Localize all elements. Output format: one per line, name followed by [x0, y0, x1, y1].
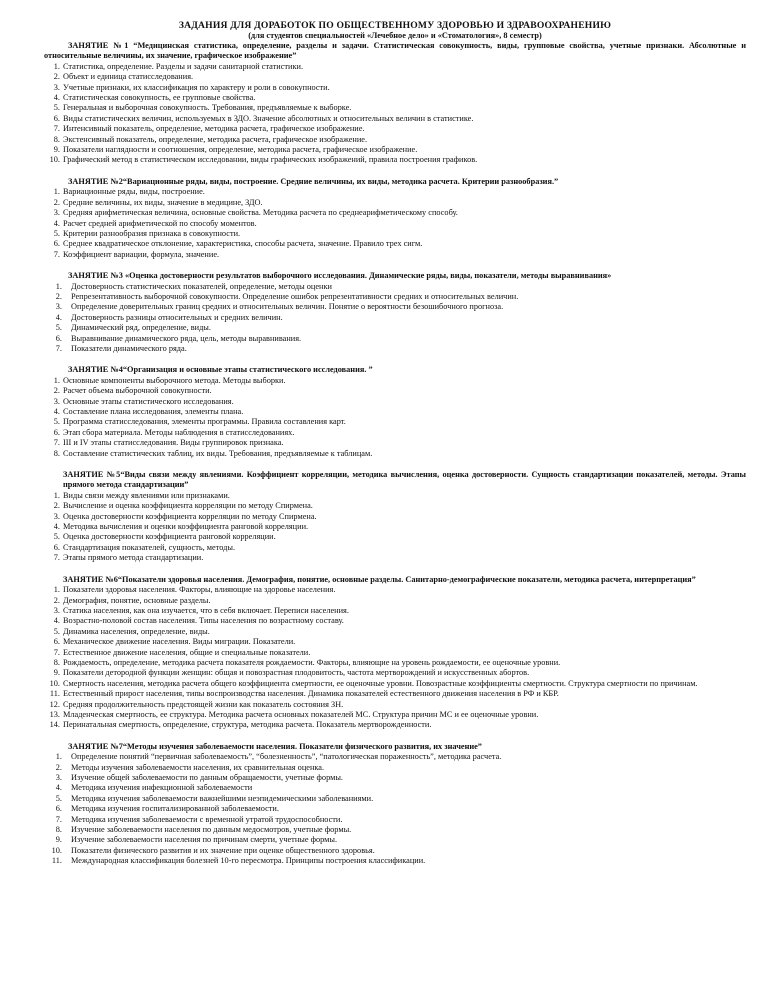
list-item [44, 606, 746, 616]
item-number: 4. [53, 93, 60, 103]
item-text: Средняя продолжительность предстоящей жизни как показатель состояния ЗН. [63, 699, 344, 709]
item-number: 4. [55, 312, 62, 322]
item-text: Вычисление и оценка коэффициента корреляции по методу Спирмена. [63, 501, 313, 511]
item-number: 3. [55, 773, 62, 782]
section-item-list [44, 187, 746, 260]
item-text: Смертность населения, методика расчета общего коэффициента смертности, ее оценочные уровни. Повозрастные коэффициенты смертности. Структура смертности по причинам. [63, 678, 698, 688]
list-item [44, 553, 746, 563]
item-text: Выравнивание динамического ряда, цель, методы выравнивания. [71, 333, 302, 343]
item-text: Механическое движение населения. Виды миграции. Показатели. [63, 637, 296, 647]
list-item [44, 155, 746, 165]
item-text: Методы изучения заболеваемости населения, их сравнительная оценка. [71, 762, 325, 772]
list-item [44, 344, 746, 354]
item-number: 7. [53, 553, 60, 563]
list-item [44, 846, 746, 856]
item-text: Методика вычисления и оценки коэффициента ранговой корреляции. [63, 522, 309, 532]
item-text: Естественный прирост населения, типы воспроизводства населения. Динамика показателей естественного движения населения в РФ и КБР. [63, 689, 559, 699]
item-number: 1. [53, 490, 60, 500]
list-item [44, 658, 746, 668]
item-number: 1. [53, 585, 60, 595]
list-item [44, 522, 746, 532]
item-number: 1. [55, 281, 62, 291]
item-number: 3. [55, 302, 62, 312]
list-item [44, 145, 746, 155]
list-item [44, 710, 746, 720]
item-number: 2. [55, 291, 62, 301]
item-number: 5. [53, 532, 60, 542]
list-item [44, 668, 746, 678]
list-item [44, 700, 746, 710]
item-text: Методика изучения заболеваемости с временной утратой трудоспособности. [71, 814, 343, 824]
list-item [44, 815, 746, 825]
list-item [44, 72, 746, 82]
item-text: Показатели детородной функции женщин: общая и повозрастная плодовитость, частота мертворождений и искусственных абортов. [63, 668, 530, 678]
section-2 [44, 177, 746, 260]
item-text: Возрастно-половой состав населения. Типы населения по возрастному составу. [63, 616, 344, 626]
item-number: 5. [55, 323, 62, 333]
list-item [44, 825, 746, 835]
item-text: Критерии разнообразия признака в совокупности. [63, 228, 241, 238]
item-text: Коэффициент вариации, формула, значение. [63, 249, 220, 259]
item-text: Средние величины, их виды, значение в медицине, ЗДО. [63, 197, 263, 207]
item-text: Вариационные ряды, виды, построение. [63, 187, 205, 197]
list-item [44, 62, 746, 72]
item-number: 7. [53, 647, 60, 657]
list-item [44, 648, 746, 658]
item-number: 8. [53, 448, 60, 458]
list-item [44, 783, 746, 793]
list-item [44, 449, 746, 459]
section-4 [44, 365, 746, 459]
item-text: Показатели физического развития и их значение при оценке общественного здоровья. [71, 845, 375, 855]
item-text: Экстенсивный показатель, определение, методика расчета, графическое изображение. [63, 134, 368, 144]
list-item [44, 302, 746, 312]
section-7 [44, 742, 746, 867]
list-item [44, 835, 746, 845]
item-number: 2. [53, 386, 60, 396]
item-number: 4. [53, 616, 60, 626]
item-text: Средняя арифметическая величина, основные свойства. Методика расчета по среднеарифметическому способу. [63, 208, 458, 218]
item-number: 3. [53, 511, 60, 521]
item-text: Статистика, определение. Разделы и задачи санитарной статистики. [63, 61, 304, 71]
list-item [44, 250, 746, 260]
section-heading: ЗАНЯТИЕ №3 «Оценка достоверности результатов выборочного исследования. Динамические ряды, виды, показатели, методы выравнивания» [68, 271, 612, 281]
item-number: 2. [53, 72, 60, 82]
list-item [44, 334, 746, 344]
section-heading: ЗАНЯТИЕ №4“Организация и основные этапы статистического исследования. ” [68, 365, 373, 375]
item-text: Методика изучения инфекционной заболеваемости [71, 783, 253, 793]
item-number: 6. [53, 113, 60, 123]
item-text: III и IV этапы статисследования. Виды группировок признака. [63, 438, 284, 448]
item-number: 4. [55, 783, 62, 793]
list-item [44, 720, 746, 730]
list-item [44, 491, 746, 501]
list-item [44, 773, 746, 783]
sections-container [44, 41, 746, 867]
item-number: 8. [53, 134, 60, 144]
item-number: 1. [55, 752, 62, 762]
list-item [44, 397, 746, 407]
item-number: 8. [55, 825, 62, 835]
item-text: Методика изучения заболеваемости важнейшими неэпидемическими заболеваниями. [71, 793, 374, 803]
list-item [44, 794, 746, 804]
list-item [44, 239, 746, 249]
item-number: 9. [53, 668, 60, 678]
item-number: 7. [53, 438, 60, 448]
section-6 [44, 575, 746, 731]
item-number: 7. [53, 124, 60, 134]
item-number: 10. [49, 155, 60, 165]
item-number: 5. [53, 103, 60, 113]
section-item-list [44, 752, 746, 866]
item-number: 13. [49, 709, 60, 719]
section-1 [44, 41, 746, 166]
item-number: 6. [55, 333, 62, 343]
item-text: Интенсивный показатель, определение, методика расчета, графическое изображение. [63, 124, 365, 134]
item-text: Определение понятий “первичная заболеваемость”, “болезненность”, “патологическая пораженность”, методика расчета. [71, 752, 502, 762]
item-number: 5. [53, 417, 60, 427]
item-number: 11. [49, 689, 60, 699]
list-item [44, 585, 746, 595]
section-5 [44, 470, 746, 564]
list-item [44, 637, 746, 647]
item-number: 6. [55, 804, 62, 814]
item-number: 5. [53, 228, 60, 238]
item-number: 3. [53, 605, 60, 615]
item-text: Динамика населения, определение, виды. [63, 626, 210, 636]
item-text: Среднее квадратическое отклонение, характеристика, способы расчета, значение. Правило трех сигм. [63, 239, 423, 249]
item-number: 11. [51, 856, 62, 866]
list-item [44, 616, 746, 626]
item-number: 3. [53, 396, 60, 406]
item-text: Достоверность разницы относительных и средних величин. [71, 312, 283, 322]
item-text: Естественное движение населения, общие и специальные показатели. [63, 647, 311, 657]
item-text: Репрезентативность выборочной совокупности. Определение ошибок репрезентативности средних и относительных величин. [71, 291, 519, 301]
list-item [44, 596, 746, 606]
item-number: 12. [49, 699, 60, 709]
item-text: Методика изучения госпитализированной заболеваемости. [71, 804, 279, 814]
item-number: 2. [55, 762, 62, 772]
item-number: 3. [53, 208, 60, 218]
item-text: Младенческая смертность, ее структура. Методика расчета основных показателей МС. Структура причин МС и ее оценочные уровни. [63, 709, 539, 719]
item-text: Изучение заболеваемости населения по данным медосмотров, учетные формы. [71, 825, 352, 835]
item-text: Показатели динамического ряда. [71, 343, 187, 353]
section-item-list [44, 376, 746, 459]
item-number: 8. [53, 657, 60, 667]
section-3 [44, 271, 746, 354]
item-text: Достоверность статистических показателей, определение, методы оценки [71, 281, 332, 291]
list-item [44, 93, 746, 103]
list-item [44, 229, 746, 239]
item-number: 1. [53, 187, 60, 197]
list-item [44, 292, 746, 302]
item-number: 7. [55, 814, 62, 824]
item-number: 5. [53, 626, 60, 636]
item-text: Определение доверительных границ средних и относительных величин. Понятие о вероятности безошибочного прогноза. [71, 302, 504, 312]
item-text: Объект и единица статисследования. [63, 72, 194, 82]
item-text: Основные этапы статистического исследования. [63, 396, 234, 406]
list-item [44, 627, 746, 637]
list-item [44, 417, 746, 427]
item-number: 5. [55, 793, 62, 803]
item-text: Учетные признаки, их классификация по характеру и роли в совокупности. [63, 82, 330, 92]
list-item [44, 124, 746, 134]
list-item [44, 386, 746, 396]
list-item [44, 512, 746, 522]
list-item [44, 313, 746, 323]
item-number: 10. [51, 845, 62, 855]
item-text: Рождаемость, определение, методика расчета показателя рождаемости. Факторы, влияющие на уровень рождаемости, ее оценочные уровни. [63, 657, 561, 667]
item-number: 2. [53, 595, 60, 605]
list-item [44, 198, 746, 208]
item-text: Основные компоненты выборочного метода. Методы выборки. [63, 375, 286, 385]
item-text: Виды связи между явлениями или признаками. [63, 490, 230, 500]
item-text: Программа статисследования, элементы программы. Правила составления карт. [63, 417, 346, 427]
section-heading: ЗАНЯТИЕ №6“Показатели здоровья населения. Демография, понятие, основные разделы. Санитарно-демографические показатели, методика расчета, интерпретация” [63, 574, 696, 584]
section-item-list [44, 585, 746, 731]
item-number: 3. [53, 82, 60, 92]
item-number: 2. [53, 197, 60, 207]
item-text: Динамический ряд, определение, виды. [71, 323, 211, 333]
list-item [44, 679, 746, 689]
item-number: 2. [53, 501, 60, 511]
item-text: Показатели здоровья населения. Факторы, влияющие на здоровье населения. [63, 585, 336, 595]
item-text: Виды статистических величин, используемых в ЗДО. Значение абсолютных и относительных величин в статистике. [63, 113, 474, 123]
list-item [44, 135, 746, 145]
document-subtitle: (для студентов специальностей «Лечебное дело» и «Стоматология», 8 семестр) [248, 31, 542, 40]
item-text: Показатели наглядности и соотношения, определение, методика расчета, графическое изображение. [63, 145, 418, 155]
item-number: 4. [53, 218, 60, 228]
item-text: Генеральная и выборочная совокупность. Требования, предъявляемые к выборке. [63, 103, 352, 113]
item-text: Оценка достоверности коэффициента корреляции по методу Спирмена. [63, 511, 317, 521]
item-text: Изучение общей заболеваемости по данным обращаемости, учетные формы. [71, 773, 343, 782]
list-item [44, 804, 746, 814]
item-text: Стандартизация показателей, сущность, методы. [63, 542, 236, 552]
list-item [44, 187, 746, 197]
list-item [44, 376, 746, 386]
item-number: 6. [53, 239, 60, 249]
item-number: 4. [53, 522, 60, 532]
list-item [44, 856, 746, 866]
item-number: 7. [53, 249, 60, 259]
list-item [44, 532, 746, 542]
item-number: 6. [53, 427, 60, 437]
item-number: 1. [53, 375, 60, 385]
item-number: 9. [53, 145, 60, 155]
list-item [44, 282, 746, 292]
list-item [44, 543, 746, 553]
item-number: 10. [49, 678, 60, 688]
item-number: 4. [53, 407, 60, 416]
section-heading: ЗАНЯТИЕ №5“Виды связи между явлениями. Коэффициент корреляции, методика вычисления, оценка достоверности. Сущность стандартизации показателей, методы. Этапы прямого метода стандартизации” [63, 470, 746, 490]
list-item [44, 103, 746, 113]
item-text: Перинатальная смертность, определение, структура, методика расчета. Показатель мертворожденности. [63, 720, 432, 730]
item-number: 1. [53, 61, 60, 71]
list-item [44, 323, 746, 333]
list-item [44, 114, 746, 124]
list-item [44, 83, 746, 93]
item-text: Изучение заболеваемости населения по причинам смерти, учетные формы. [71, 835, 338, 845]
item-text: Статистическая совокупность, ее групповые свойства. [63, 93, 256, 103]
item-text: Оценка достоверности коэффициента ранговой корреляции. [63, 532, 276, 542]
item-text: Расчет объема выборочной совокупности. [63, 386, 212, 396]
item-number: 6. [53, 542, 60, 552]
list-item [44, 208, 746, 218]
list-item [44, 428, 746, 438]
item-text: Этап сбора материала. Методы наблюдения в статисследованиях. [63, 427, 295, 437]
section-item-list [44, 491, 746, 564]
list-item [44, 689, 746, 699]
list-item [44, 501, 746, 511]
item-text: Расчет средней арифметической по способу моментов. [63, 218, 257, 228]
item-number: 6. [53, 637, 60, 647]
section-item-list [44, 282, 746, 355]
section-heading: ЗАНЯТИЕ №1 “Медицинская статистика, определение, разделы и задачи. Статистическая совокупность, виды, групповые свойства, учетные признаки. Абсолютные и относительные величины, их значение, графическое изображение” [44, 41, 746, 61]
list-item [44, 752, 746, 762]
list-item [44, 438, 746, 448]
document-title: ЗАДАНИЯ ДЛЯ ДОРАБОТОК ПО ОБЩЕСТВЕННОМУ ЗДОРОВЬЮ И ЗДРАВООХРАНЕНИЮ [178, 20, 612, 31]
item-number: 9. [55, 835, 62, 845]
item-text: Графический метод в статистическом исследовании, виды графических изображений, правила построения графиков. [63, 155, 478, 165]
list-item [44, 219, 746, 229]
item-number: 14. [49, 720, 60, 730]
item-number: 7. [55, 343, 62, 353]
section-heading: ЗАНЯТИЕ №2“Вариационные ряды, виды, построение. Средние величины, их виды, методика расчета. Критерии разнообразия.” [68, 176, 559, 186]
item-text: Демография, понятие, основные разделы. [63, 595, 211, 605]
list-item [44, 763, 746, 773]
list-item [44, 407, 746, 417]
item-text: Составление плана исследования, элементы плана. [63, 407, 244, 416]
section-item-list [44, 62, 746, 166]
item-text: Статика населения, как она изучается, что в себя включает. Переписи населения. [63, 605, 349, 615]
item-text: Международная классификация болезней 10-го пересмотра. Принципы построения классификации. [71, 856, 426, 866]
section-heading: ЗАНЯТИЕ №7“Методы изучения заболеваемости населения. Показатели физического развития, их значение” [68, 741, 482, 751]
item-text: Этапы прямого метода стандартизации. [63, 553, 204, 563]
item-text: Составление статистических таблиц, их виды. Требования, предъявляемые к таблицам. [63, 448, 373, 458]
